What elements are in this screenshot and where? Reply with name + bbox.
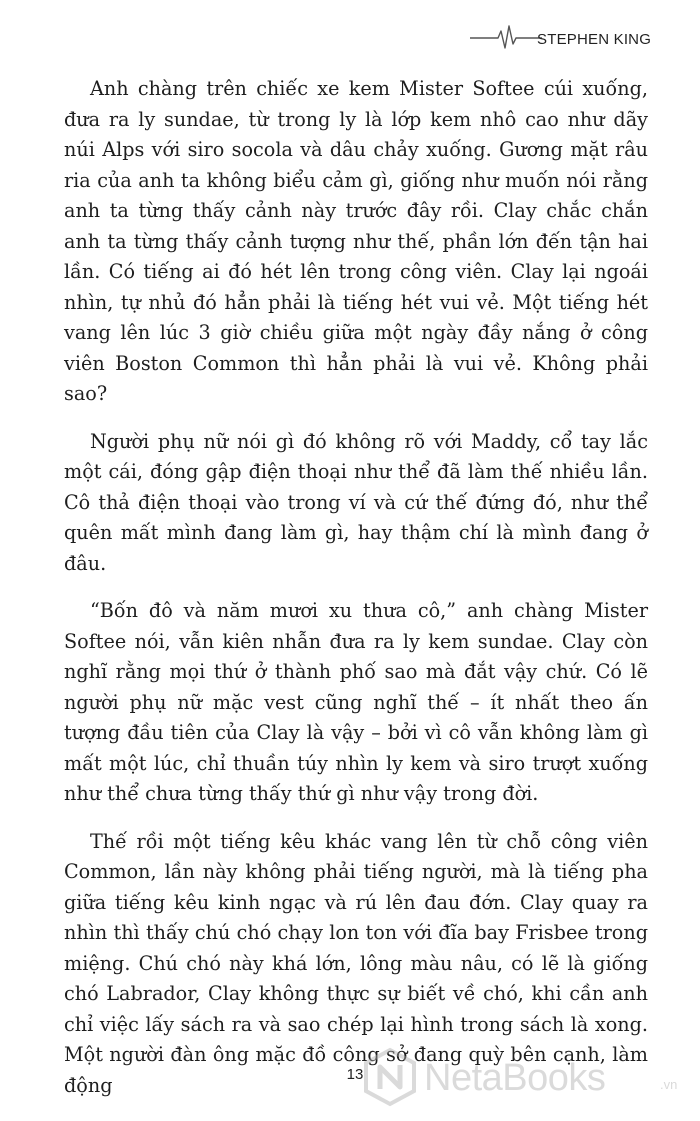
netabooks-logo-icon <box>362 1047 418 1107</box>
paragraph: Thế rồi một tiếng kêu khác vang lên từ chỗ công viên Common, lần này không phải tiếng người, mà là tiếng pha giữa tiếng kêu kinh ngạc và rú lên đau đớn. Clay quay ra nhìn thì thấy chú chó chạy lon ton với đĩa bay Frisbee trong miệng. Chú chó này khá lớn, lông màu nâu, có lẽ là giống chó Labrador, Clay không thực sự biết về chó, khi cần anh chỉ việc lấy sách ra và sao chép lại hình trong sách là xong. Một người đàn ông mặc đồ công sở đang quỳ bên cạnh, làm động <box>64 829 648 1097</box>
watermark <box>362 1047 696 1111</box>
book-author: STEPHEN KING <box>537 31 652 48</box>
page-body <box>64 74 648 1118</box>
paragraph: Anh chàng trên chiếc xe kem Mister Softee cúi xuống, đưa ra ly sundae, từ trong ly là lớp kem nhô cao như dãy núi Alps với siro socola và dâu chảy xuống. Gương mặt râu ria của anh ta không biểu cảm gì, giống như muốn nói rằng anh ta từng thấy cảnh này trước đây rồi. Clay chắc chắn anh ta từng thấy cảnh tượng như thế, phần lớn đến tận hai lần. Có tiếng ai đó hét lên trong công viên. Clay lại ngoái nhìn, tự nhủ đó hẳn phải là tiếng hét vui vẻ. Một tiếng hét vang lên lúc 3 giờ chiều giữa một ngày đầy nắng ở công viên Boston Common thì hẳn phải là vui vẻ. Không phải sao? <box>64 77 648 405</box>
paragraph: “Bốn đô và năm mươi xu thưa cô,” anh chàng Mister Softee nói, vẫn kiên nhẫn đưa ra ly kem sundae. Clay còn nghĩ rằng mọi thứ ở thành phố sao mà đắt vậy chứ. Có lẽ người phụ nữ mặc vest cũng nghĩ thế – ít nhất theo ấn tượng đầu tiên của Clay là vậy – bởi vì cô vẫn không làm gì mất một lúc, chỉ thuần túy nhìn ly kem và siro trượt xuống như thể chưa từng thấy thứ gì như vậy trong đời. <box>64 599 648 805</box>
watermark-suffix: .vn <box>660 1077 678 1092</box>
page-number: 13 <box>346 1066 364 1083</box>
heartbeat-line-icon <box>470 22 542 54</box>
running-header <box>470 22 700 54</box>
watermark-brand: NetaBooks <box>424 1057 606 1099</box>
paragraph: Người phụ nữ nói gì đó không rõ với Maddy, cổ tay lắc một cái, đóng gập điện thoại như thể đã làm thế nhiều lần. Cô thả điện thoại vào trong ví và cứ thế đứng đó, như thể quên mất mình đang làm gì, hay thậm chí là mình đang ở đâu. <box>64 429 648 575</box>
